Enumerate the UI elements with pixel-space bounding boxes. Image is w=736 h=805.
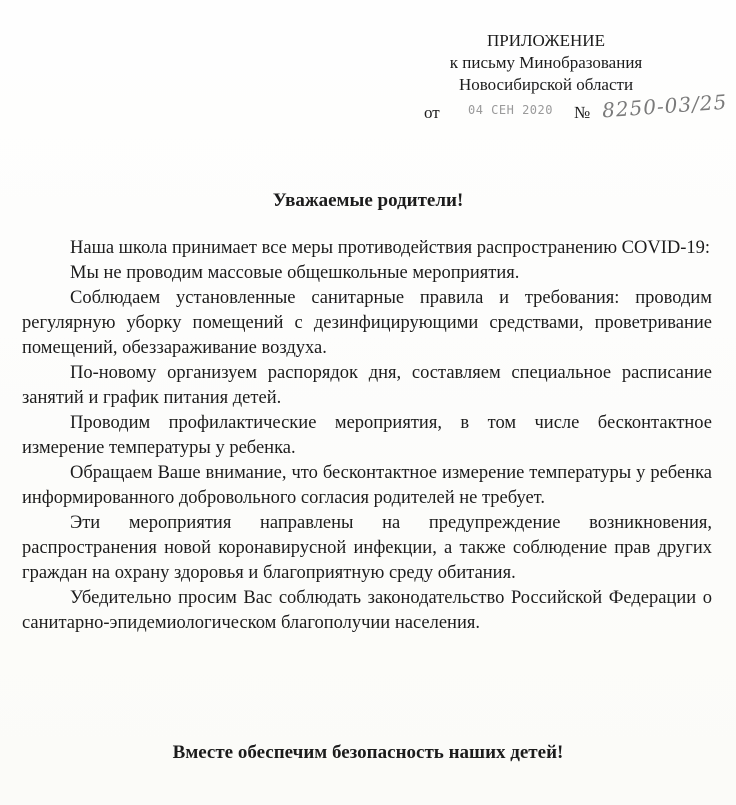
attachment-ref-line: к письму Минобразования [449,53,643,72]
paragraph: Наша школа принимает все меры противодействия распространению COVID-19: [70,238,711,258]
attachment-title: ПРИЛОЖЕНИЕ [487,31,605,50]
handwritten-number: 8250-03/25 [601,89,728,123]
paragraph: По-новому организуем распорядок дня, составляем специальное расписание занятий и график питания детей. [22,363,712,408]
attachment-header [426,30,666,96]
date-stamp: 04 СЕН 2020 [468,103,553,117]
paragraph: Проводим профилактические мероприятия, в том числе бесконтактное измерение температуры у ребенка. [22,413,712,458]
greeting-heading: Уважаемые родители! [272,190,464,211]
letter-body [22,236,712,636]
attachment-region-line: Новосибирской области [458,75,634,94]
paragraph: Эти мероприятия направлены на предупреждение возникновения, распространения новой коронавирусной инфекции, а также соблюдение прав других граждан на охрану здоровья и благоприятную среду обитания. [22,513,712,583]
paragraph: Соблюдаем установленные санитарные правила и требования: проводим регулярную уборку помещений с дезинфицирующими средствами, проветривание помещений, обеззараживание воздуха. [22,288,712,358]
closing-line: Вместе обеспечим безопасность наших детей! [172,742,564,763]
paragraph: Мы не проводим массовые общешкольные мероприятия. [70,263,520,283]
date-prefix: от [424,103,440,122]
paragraph: Убедительно просим Вас соблюдать законодательство Российской Федерации о санитарно-эпидемиологическом благополучии населения. [22,588,712,633]
paragraph: Обращаем Ваше внимание, что бесконтактное измерение температуры у ребенка информированного добровольного согласия родителей не требует. [22,463,712,508]
number-sign: № [574,103,591,122]
